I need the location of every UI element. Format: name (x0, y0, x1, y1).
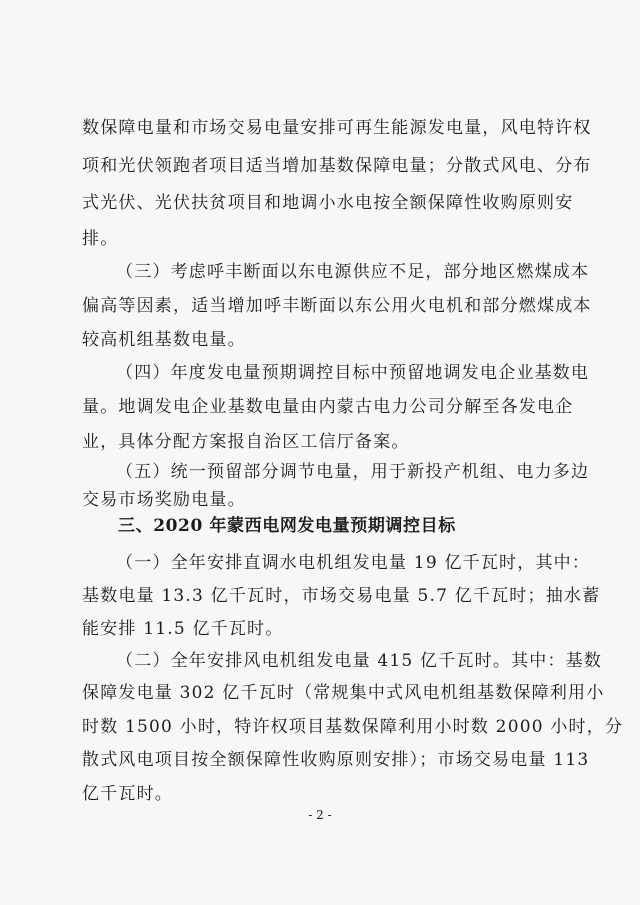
paragraph-6-line-1: （二）全年安排风电机组发电量 415 亿千瓦时。其中：基数 (116, 651, 603, 671)
paragraph-5-line-2: 基数电量 13.3 亿千瓦时，市场交易电量 5.7 亿千瓦时；抽水蓄 (82, 586, 601, 606)
paragraph-3-line-1: （四）年度发电量预期调控目标中预留地调发电企业基数电 (116, 363, 590, 383)
paragraph-3-line-3: 业，具体分配方案报自治区工信厅备案。 (82, 432, 410, 452)
paragraph-6-line-3: 时数 1500 小时，特许权项目基数保障利用小时数 2000 小时，分 (82, 717, 624, 737)
paragraph-5-line-1: （一）全年安排直调水电机组发电量 19 亿千瓦时，其中： (116, 553, 591, 573)
paragraph-1-line-4: 排。 (82, 229, 119, 249)
paragraph-6-line-5: 亿千瓦时。 (82, 784, 173, 804)
paragraph-2-line-2: 偏高等因素，适当增加呼丰断面以东公用火电机和部分燃煤成本 (82, 296, 592, 316)
paragraph-2-line-3: 较高机组基数电量。 (82, 330, 246, 350)
paragraph-4-line-1: （五）统一预留部分调节电量，用于新投产机组、电力多边 (116, 462, 590, 482)
paragraph-2-line-1: （三）考虑呼丰断面以东电源供应不足，部分地区燃煤成本 (116, 262, 590, 282)
page-number: - 2 - (308, 808, 332, 822)
paragraph-3-line-2: 量。地调发电企业基数电量由内蒙古电力公司分解至各发电企 (82, 397, 574, 417)
paragraph-6-line-2: 保障发电量 302 亿千瓦时（常规集中式风电机组基数保障利用小 (82, 683, 605, 703)
paragraph-4-line-2: 交易市场奖励电量。 (82, 490, 246, 510)
paragraph-1-line-2: 项和光伏领跑者项目适当增加基数保障电量；分散式风电、分布 (82, 156, 592, 176)
paragraph-6-line-4: 散式风电项目按全额保障性收购原则安排）；市场交易电量 113 (82, 750, 590, 770)
paragraph-5-line-3: 能安排 11.5 亿千瓦时。 (82, 619, 284, 639)
paragraph-1-line-3: 式光伏、光伏扶贫项目和地调小水电按全额保障性收购原则安 (82, 193, 574, 213)
section-heading: 三、2020 年蒙西电网发电量预期调控目标 (118, 516, 456, 536)
paragraph-1-line-1: 数保障电量和市场交易电量安排可再生能源发电量，风电特许权 (82, 118, 592, 138)
